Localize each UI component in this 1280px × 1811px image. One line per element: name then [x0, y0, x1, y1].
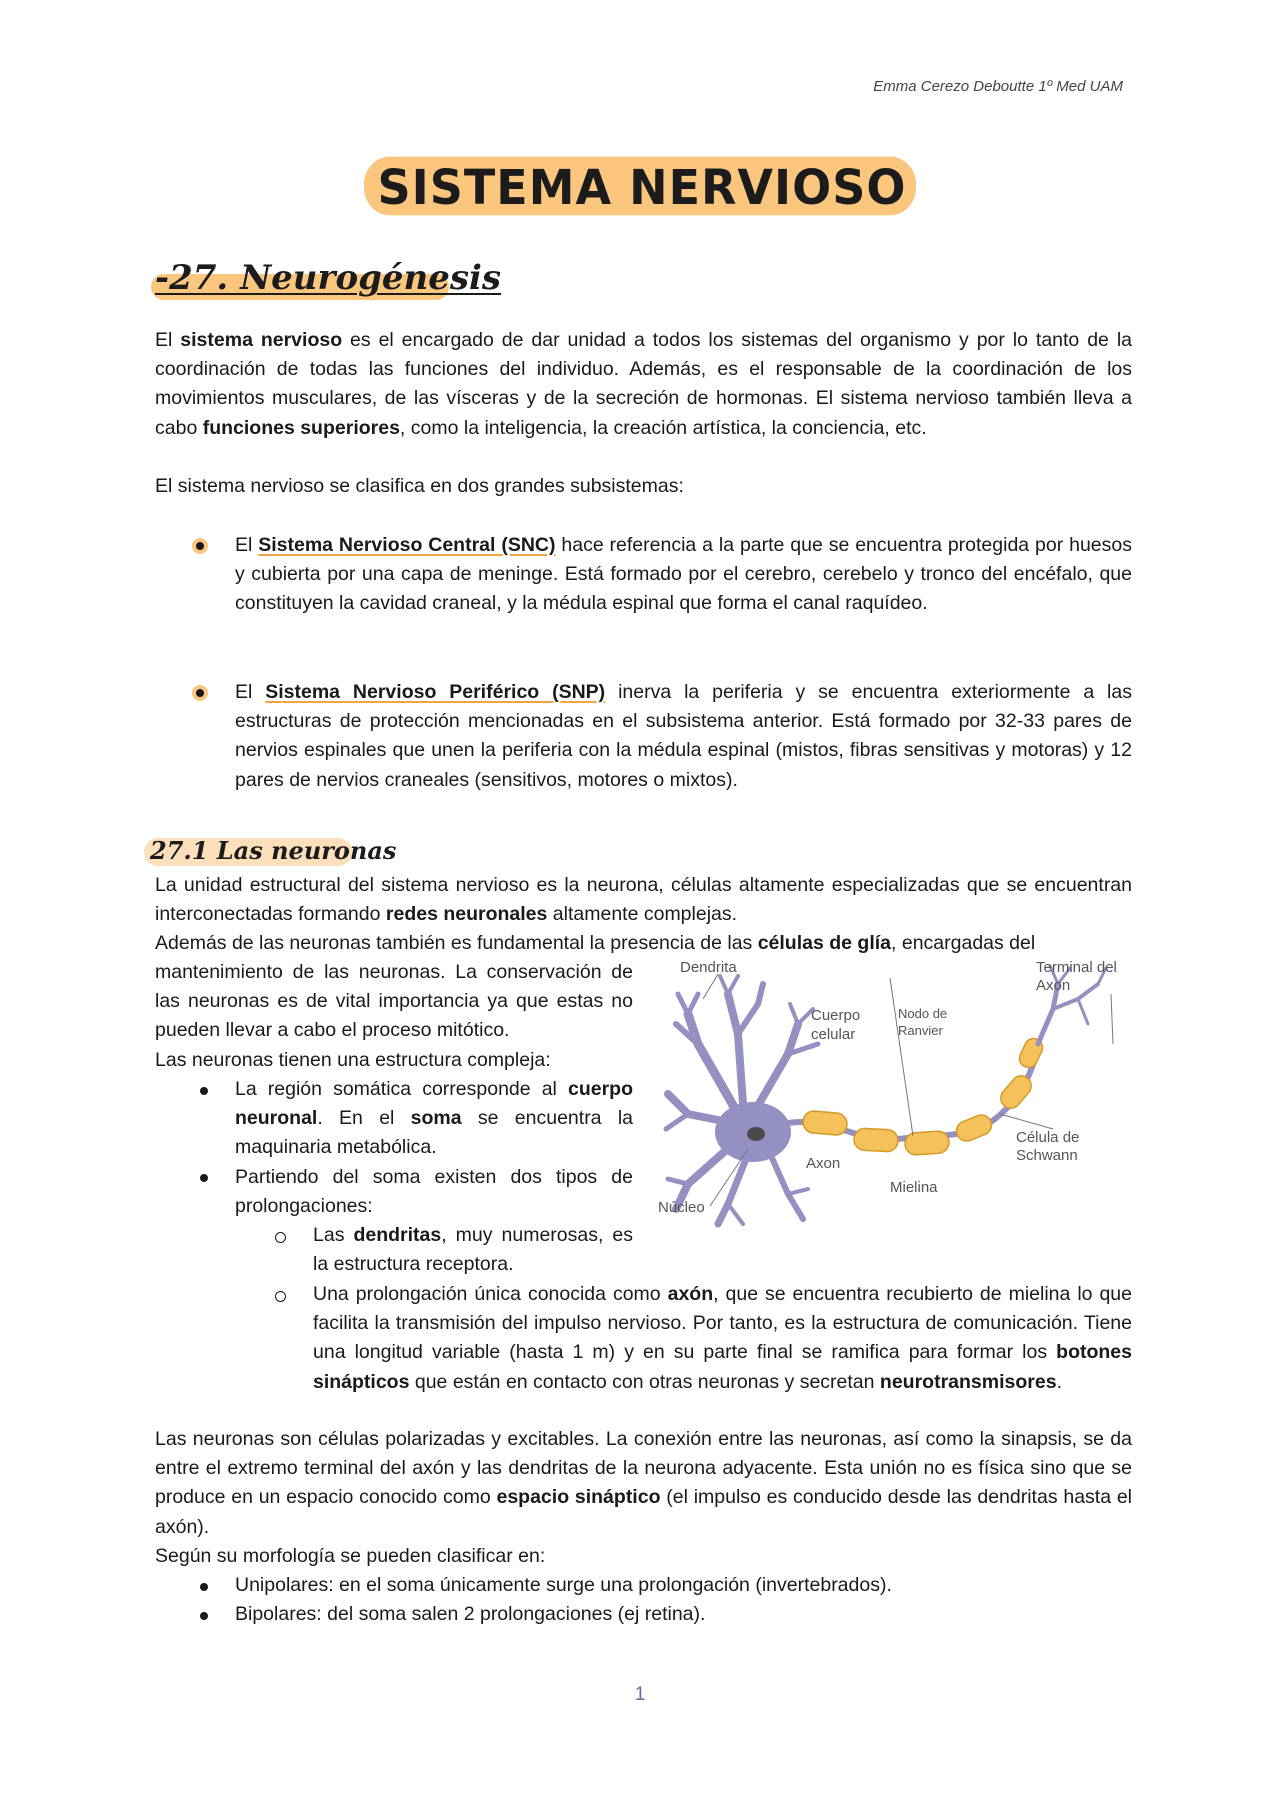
nucleus-shape [747, 1127, 765, 1141]
snp-prefix: El [235, 681, 266, 703]
neurons-structure-intro: Las neuronas tienen una estructura compleja: [155, 1049, 551, 1071]
prolongations-item: Partiendo del soma existen dos tipos de prolongaciones: [235, 1166, 633, 1218]
neurons-text: , encargadas del [891, 932, 1036, 954]
snc-item [235, 531, 1132, 619]
subsection-title-text: 27.1 Las neuronas [150, 836, 397, 865]
subsection-title [150, 836, 396, 865]
soma-bold: cuerpo neuronal [235, 1078, 633, 1130]
label-nodo-2: Ranvier [898, 1023, 943, 1038]
page-title-wrapper [0, 158, 1280, 214]
soma-text: La región somática corresponde al [235, 1078, 568, 1100]
intro-bold-term: funciones superiores [202, 416, 400, 439]
neurons-text: altamente complejas. [547, 903, 738, 926]
snp-item [235, 678, 1132, 795]
synapse-text: (el impulso es conducido desde las dendritas hasta el axón). [155, 1486, 1133, 1538]
neurons-paragraph-synapse [155, 1425, 1132, 1542]
intro-classification: El sistema nervioso se clasifica en dos grandes subsistemas: [155, 475, 684, 497]
synapse-bold: espacio sináptico [496, 1486, 661, 1509]
neurons-bold-term: redes neuronales [385, 903, 548, 926]
dendrites-text: Las [313, 1224, 354, 1246]
neurons-text: Además de las neuronas también es fundamental la presencia de las [155, 932, 758, 954]
intro-paragraph [155, 326, 1132, 443]
intro-bold-term: sistema nervioso [180, 329, 343, 351]
axon-text: Una prolongación única conocida como [313, 1283, 668, 1305]
bullet-icon [200, 1612, 208, 1620]
author-header: Emma Cerezo Deboutte 1º Med UAM [873, 78, 1123, 95]
bipolar-item: Bipolares: del soma salen 2 prolongaciones (ej retina). [235, 1603, 706, 1625]
bullet-icon [200, 1583, 208, 1591]
axon-bold: botones sinápticos [313, 1341, 1132, 1393]
page-title: SISTEMA NERVIOSO [364, 157, 917, 216]
snc-prefix: El [235, 534, 259, 556]
myelin-sheaths [802, 1036, 1045, 1156]
label-celula-2: Schwann [1016, 1147, 1078, 1164]
intro-text: es el encargado de dar unidad a todos los sistemas del organismo y por lo tanto de la coordinación de todas las funciones del individuo. Además, es el responsable de la coordinación de los movimientos musculares, de las vísceras y de la secreción de hormonas. El sistema nervioso también lleva a cabo [155, 329, 1132, 439]
dendrites-text: , muy numerosas, es la estructura receptora. [313, 1224, 633, 1276]
label-dendrita: Dendrita [680, 959, 737, 976]
label-mielina: Mielina [890, 1179, 938, 1196]
axon-item [313, 1280, 1132, 1397]
soma-item [235, 1075, 633, 1163]
axon-text: que están en contacto con otras neuronas y secretan [409, 1370, 880, 1393]
soma-bold: soma [410, 1107, 462, 1130]
bullet-icon [200, 1087, 208, 1095]
bullet-icon [200, 1174, 208, 1182]
dendrites-illustration [666, 976, 818, 1224]
soma-text: . En el [317, 1107, 411, 1130]
neuron-diagram [658, 954, 1138, 1234]
snp-term: Sistema Nervioso Periférico (SNP) [265, 681, 606, 703]
label-terminal-1: Terminal del [1036, 959, 1117, 976]
bullet-highlight-icon [196, 689, 204, 697]
intro-text: , como la inteligencia, la creación artística, la conciencia, etc. [399, 416, 927, 439]
snc-term: Sistema Nervioso Central (SNC) [258, 534, 556, 556]
morphology-intro: Según su morfología se pueden clasificar en: [155, 1545, 546, 1567]
axon-bold: neurotransmisores [879, 1370, 1057, 1393]
unipolar-item: Unipolares: en el soma únicamente surge una prolongación (invertebrados). [235, 1574, 892, 1596]
synapse-text: Las neuronas son células polarizadas y excitables. La conexión entre las neuronas, así como la sinapsis, se da entre el extremo terminal del axón y las dendritas de la neurona adyacente. Esta unión no es física sino que se produce en un espacio conocido como [155, 1428, 1132, 1509]
section-title [155, 258, 501, 298]
label-axon: Axon [806, 1155, 841, 1172]
sub-bullet-icon [275, 1291, 286, 1302]
dendrites-item [313, 1221, 633, 1279]
axon-text: , que se encuentra recubierto de mielina lo que facilita la transmisión del impulso nervioso. Por tanto, es la estructura de comunicación. Tiene una longitud variable (hasta 1 m) y en su parte final se ramifica para formar los [313, 1283, 1132, 1364]
neurons-bold-term: células de glía [757, 932, 892, 954]
snp-text: inerva la periferia y se encuentra exteriormente a las estructuras de protección mencionadas en el subsistema anterior. Está formado por 32-33 pares de nervios espinales que unen la periferia con la médula espinal (mistos, fibras sensitivas y motoras) y 12 pares de nervios craneales (sensitivos, motores o mixtos). [235, 681, 1132, 791]
label-nodo-1: Nodo de [898, 1006, 948, 1021]
label-cuerpo-2: celular [811, 1026, 856, 1043]
bullet-highlight-icon [196, 542, 204, 550]
intro-text: El [155, 329, 181, 351]
snc-text: hace referencia a la parte que se encuentra protegida por huesos y cubierta por una capa de meninge. Está formado por el cerebro, cerebelo y tronco del encéfalo, que constituyen la cavidad craneal, y la médula espinal que forma el canal raquídeo. [235, 534, 1132, 615]
axon-text: . [1056, 1370, 1062, 1393]
label-cuerpo-1: Cuerpo [811, 1007, 861, 1024]
section-title-text: -27. Neurogénesis [155, 258, 502, 298]
label-terminal-2: Axon [1036, 977, 1071, 994]
dendrites-bold: dendritas [353, 1224, 442, 1246]
neurons-paragraph-2-rest: mantenimiento de las neuronas. La conservación de las neuronas es de vital importancia ya que estas no pueden llevar a cabo el proceso mitótico. [155, 961, 633, 1042]
neurons-text: La unidad estructural del sistema nervioso es la neurona, células altamente especializadas que se encuentran interconectadas formando [155, 874, 1132, 926]
label-celula-1: Célula de [1016, 1129, 1080, 1146]
label-nucleo: Núcleo [658, 1199, 705, 1216]
soma-text: se encuentra la maquinaria metabólica. [235, 1107, 633, 1159]
neurons-paragraph-1 [155, 871, 1132, 929]
axon-bold: axón [667, 1283, 714, 1305]
sub-bullet-icon [275, 1232, 286, 1243]
page-number: 1 [634, 1684, 646, 1705]
